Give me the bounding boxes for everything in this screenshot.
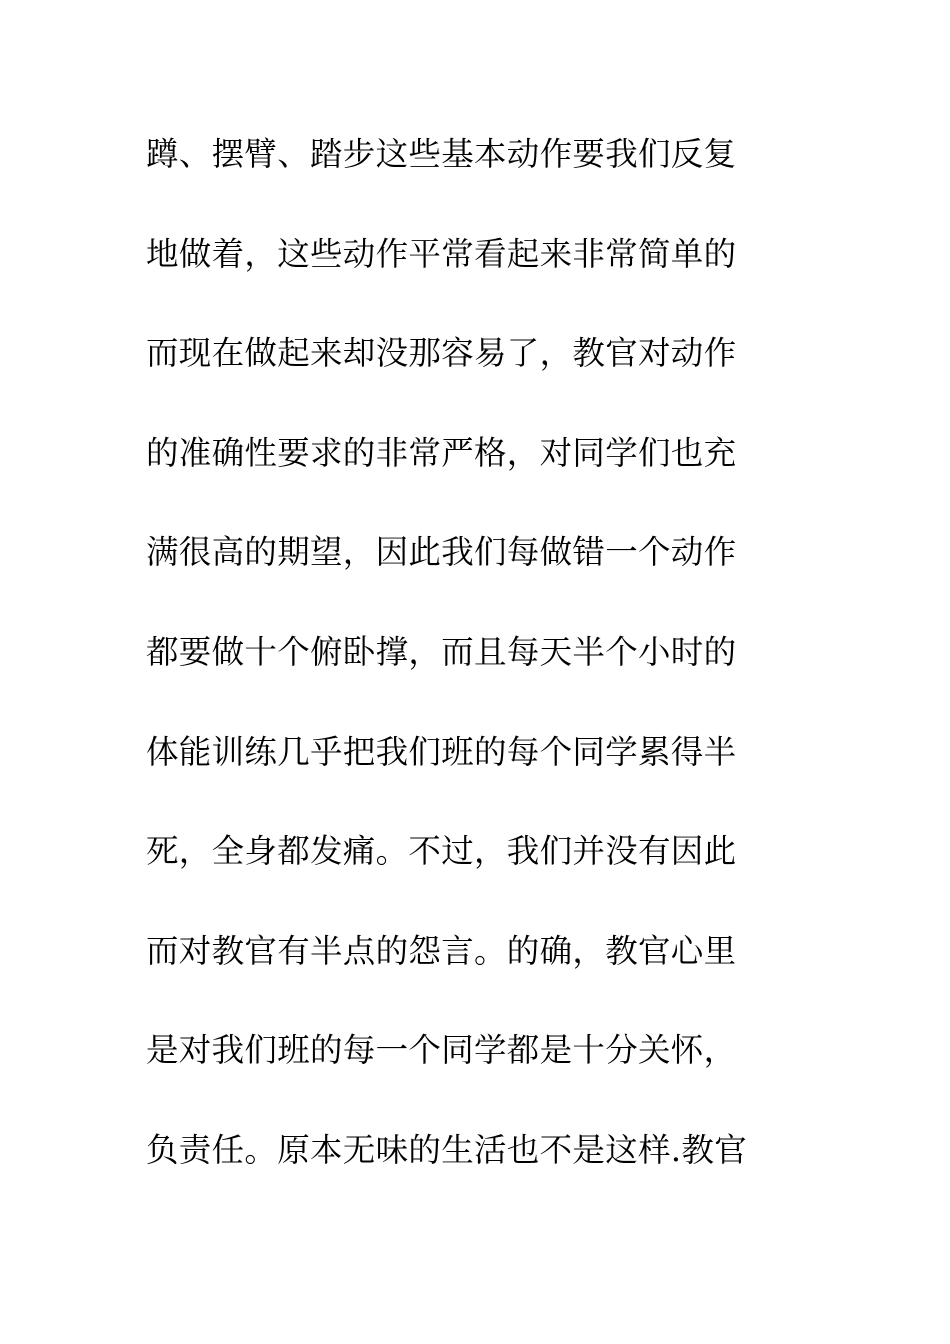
text-line: 而现在做起来却没那容易了，教官对动作	[146, 334, 737, 373]
text-line: 是对我们班的每一个同学都是十分关怀，	[146, 1031, 737, 1070]
text-line: 地做着，这些动作平常看起来非常简单的	[146, 234, 737, 273]
text-line: 的准确性要求的非常严格，对同学们也充	[146, 433, 737, 472]
body-text	[146, 130, 806, 1226]
text-line: 体能训练几乎把我们班的每个同学累得半	[146, 732, 737, 771]
text-line: 死，全身都发痛。不过，我们并没有因此	[146, 832, 737, 871]
text-line: 都要做十个俯卧撑，而且每天半个小时的	[146, 632, 737, 671]
text-line: 负责任。原本无味的生活也不是这样.教官	[146, 1130, 748, 1169]
text-line: 而对教官有半点的怨言。的确，教官心里	[146, 931, 737, 970]
text-line: 满很高的期望，因此我们每做错一个动作	[146, 533, 737, 572]
text-line: 蹲、摆臂、踏步这些基本动作要我们反复	[146, 135, 737, 173]
